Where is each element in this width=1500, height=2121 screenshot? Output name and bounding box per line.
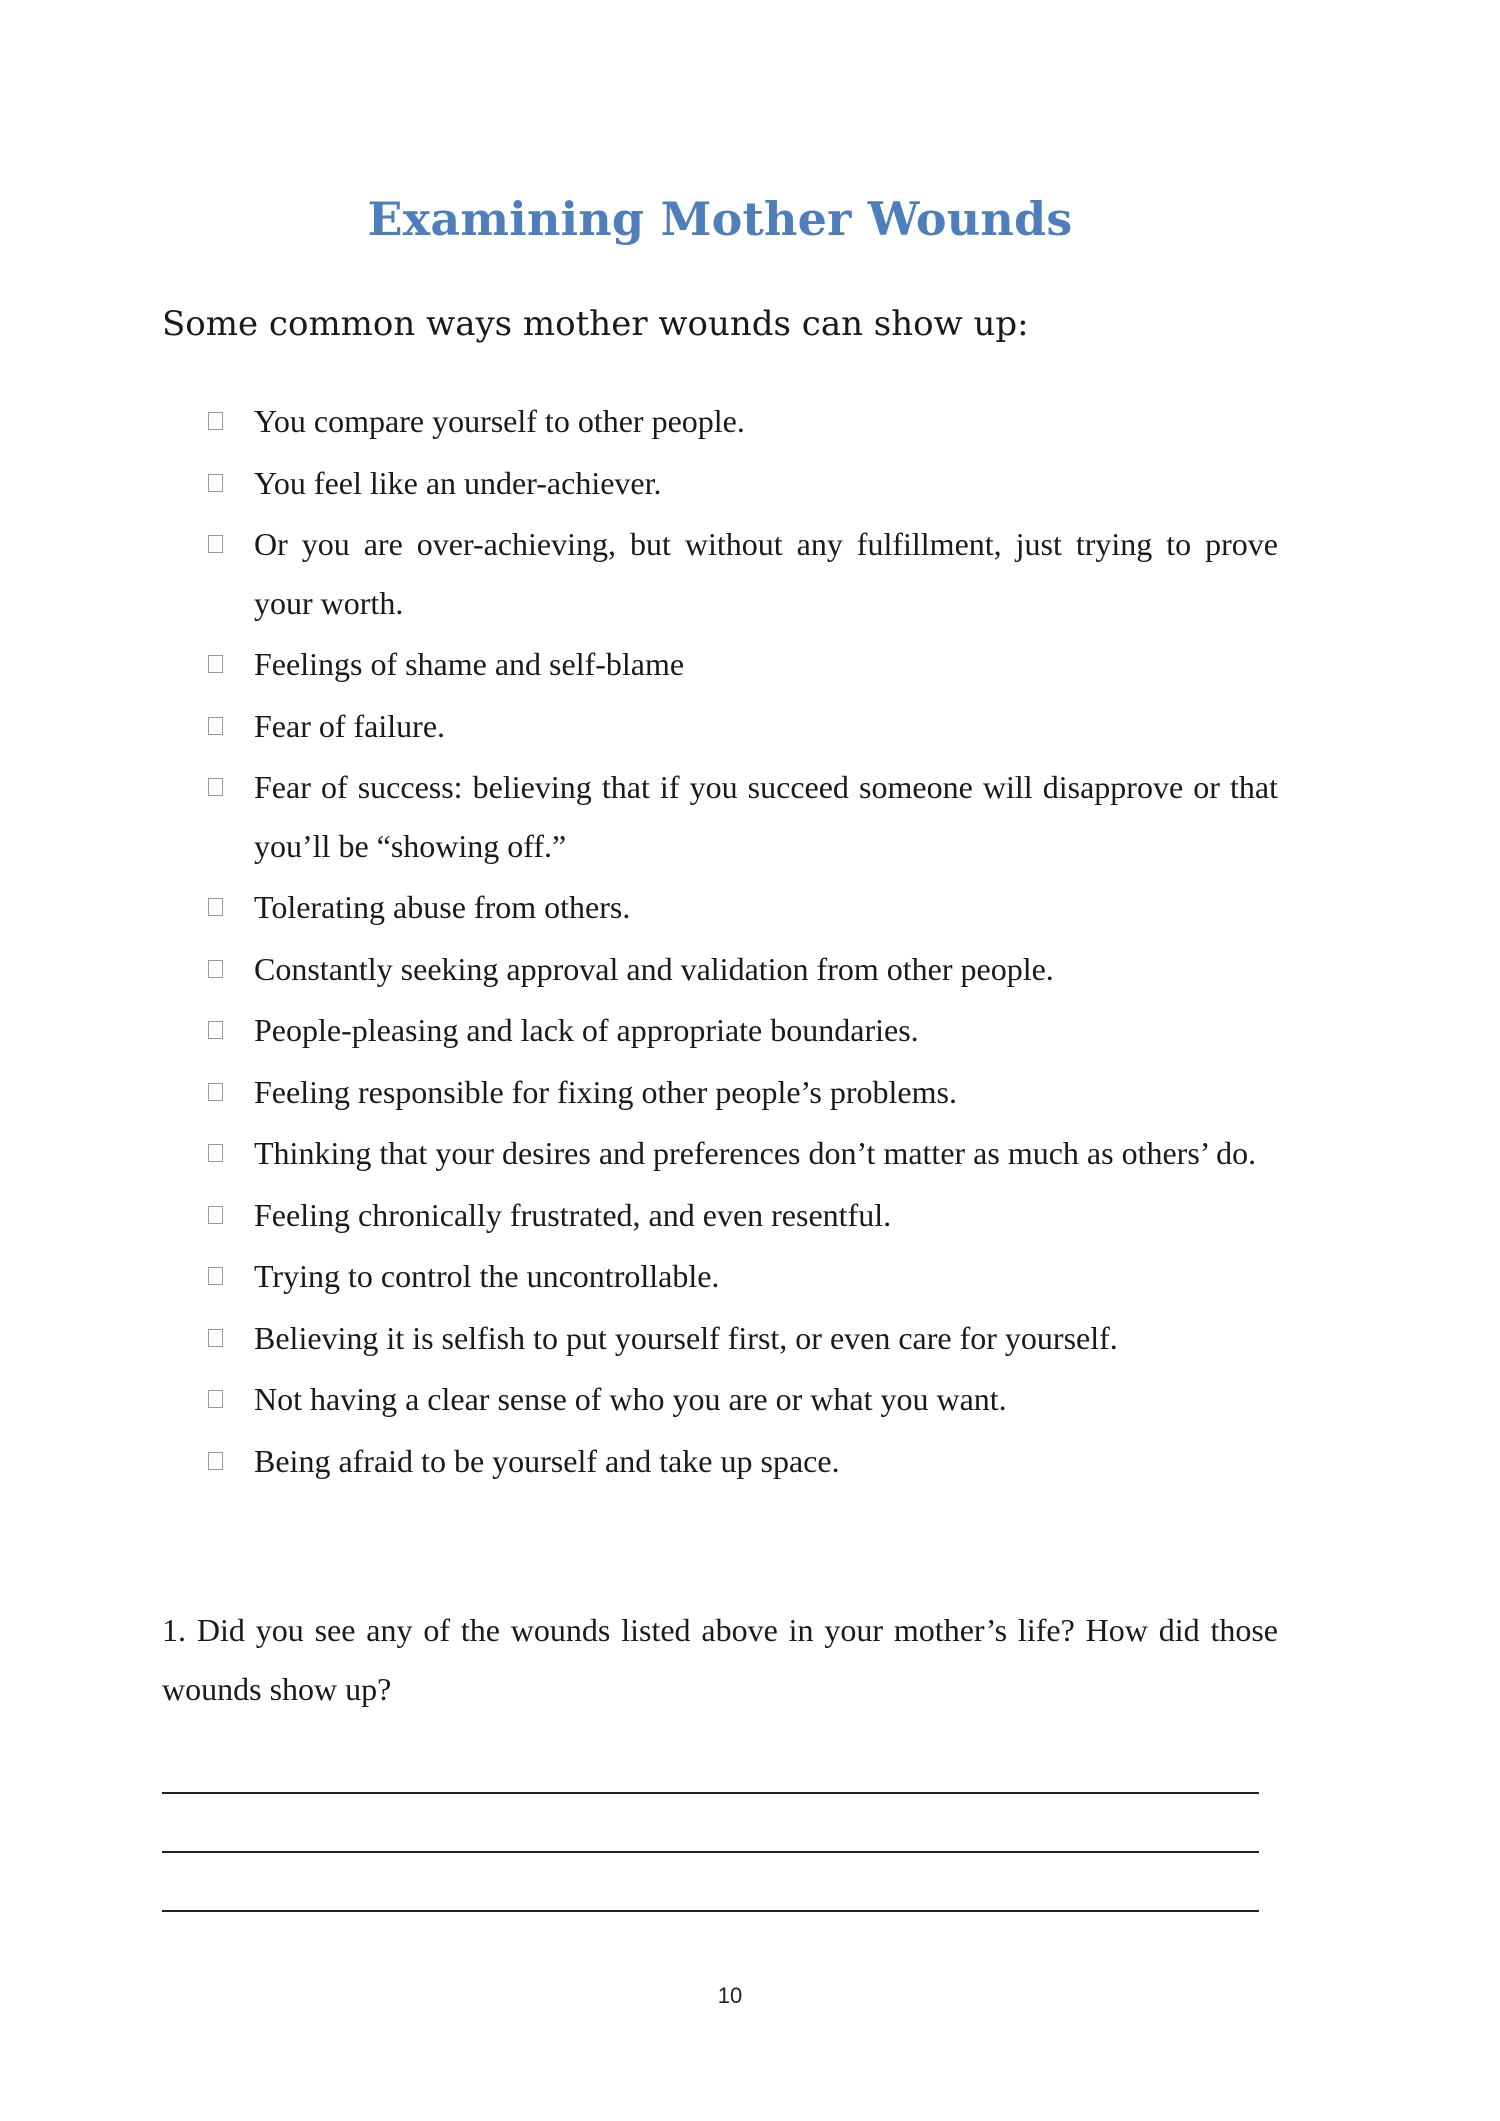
checklist-item [206,635,1278,694]
checklist-item [206,1247,1278,1306]
checklist-item-text: Being afraid to be yourself and take up space. [254,1442,840,1479]
checklist-item [206,1063,1278,1122]
checklist-item [206,1186,1278,1245]
checklist-item-text: Fear of success: believing that if you succeed someone will disapprove or that you’ll be “showing off.” [254,769,1278,864]
checklist-item-text: Tolerating abuse from others. [254,889,631,925]
page-title: Examining Mother Wounds [367,192,1073,246]
checkbox[interactable] [208,1390,223,1408]
checklist-item-text: People-pleasing and lack of appropriate boundaries. [254,1012,919,1048]
checkbox[interactable] [208,1144,223,1162]
checkbox[interactable] [208,474,223,492]
checklist-item [206,1124,1278,1183]
checklist-item-text: Feeling responsible for fixing other people’s problems. [254,1073,957,1110]
wound-checklist [206,392,1278,1493]
checkbox[interactable] [208,1452,223,1470]
checklist-item-text: Feeling chronically frustrated, and even resentful. [254,1196,892,1233]
checkbox[interactable] [208,1206,223,1224]
intro-text: Some common ways mother wounds can show up: [162,304,1029,344]
checklist-item-text: Fear of failure. [254,707,446,744]
checklist-item [206,758,1278,875]
checklist-item-text: Feelings of shame and self-blame [254,646,685,682]
checklist-item [206,454,1278,513]
checkbox[interactable] [208,1083,223,1101]
checkbox[interactable] [208,412,223,430]
checkbox[interactable] [208,960,223,978]
checkbox[interactable] [208,1329,223,1347]
checklist-item-text: You feel like an under-achiever. [254,464,662,501]
checklist-item [206,1432,1278,1491]
checklist-item-text: Or you are over-achieving, but without any fulfillment, just trying to prove your worth. [254,526,1278,621]
checklist-item-text: Believing it is selfish to put yourself first, or even care for yourself. [254,1319,1118,1356]
checkbox[interactable] [208,717,223,735]
checklist-item-text: Thinking that your desires and preferences don’t matter as much as others’ do. [254,1135,1257,1171]
checkbox[interactable] [208,655,223,673]
checklist-item [206,878,1278,937]
checklist-item-text: Not having a clear sense of who you are or what you want. [254,1381,1007,1417]
checklist-item [206,697,1278,756]
checklist-item-text: Constantly seeking approval and validation from other people. [254,950,1054,987]
checkbox[interactable] [208,778,223,796]
checkbox[interactable] [208,535,223,553]
answer-line[interactable] [162,1910,1259,1912]
checklist-item [206,392,1278,451]
checklist-item [206,515,1278,632]
checkbox[interactable] [208,1021,223,1039]
checklist-item [206,1370,1278,1429]
answer-line[interactable] [162,1851,1259,1853]
checklist-item [206,940,1278,999]
checkbox[interactable] [208,898,223,916]
checklist-item [206,1309,1278,1368]
checklist-item-text: Trying to control the uncontrollable. [254,1258,720,1294]
page-number: 10 [717,1983,743,2008]
reflection-question: 1. Did you see any of the wounds listed above in your mother’s life? How did those wounds show up? [162,1612,1278,1707]
answer-line[interactable] [162,1792,1259,1794]
checkbox[interactable] [208,1267,223,1285]
checklist-item-text: You compare yourself to other people. [254,403,745,439]
checklist-item [206,1001,1278,1060]
